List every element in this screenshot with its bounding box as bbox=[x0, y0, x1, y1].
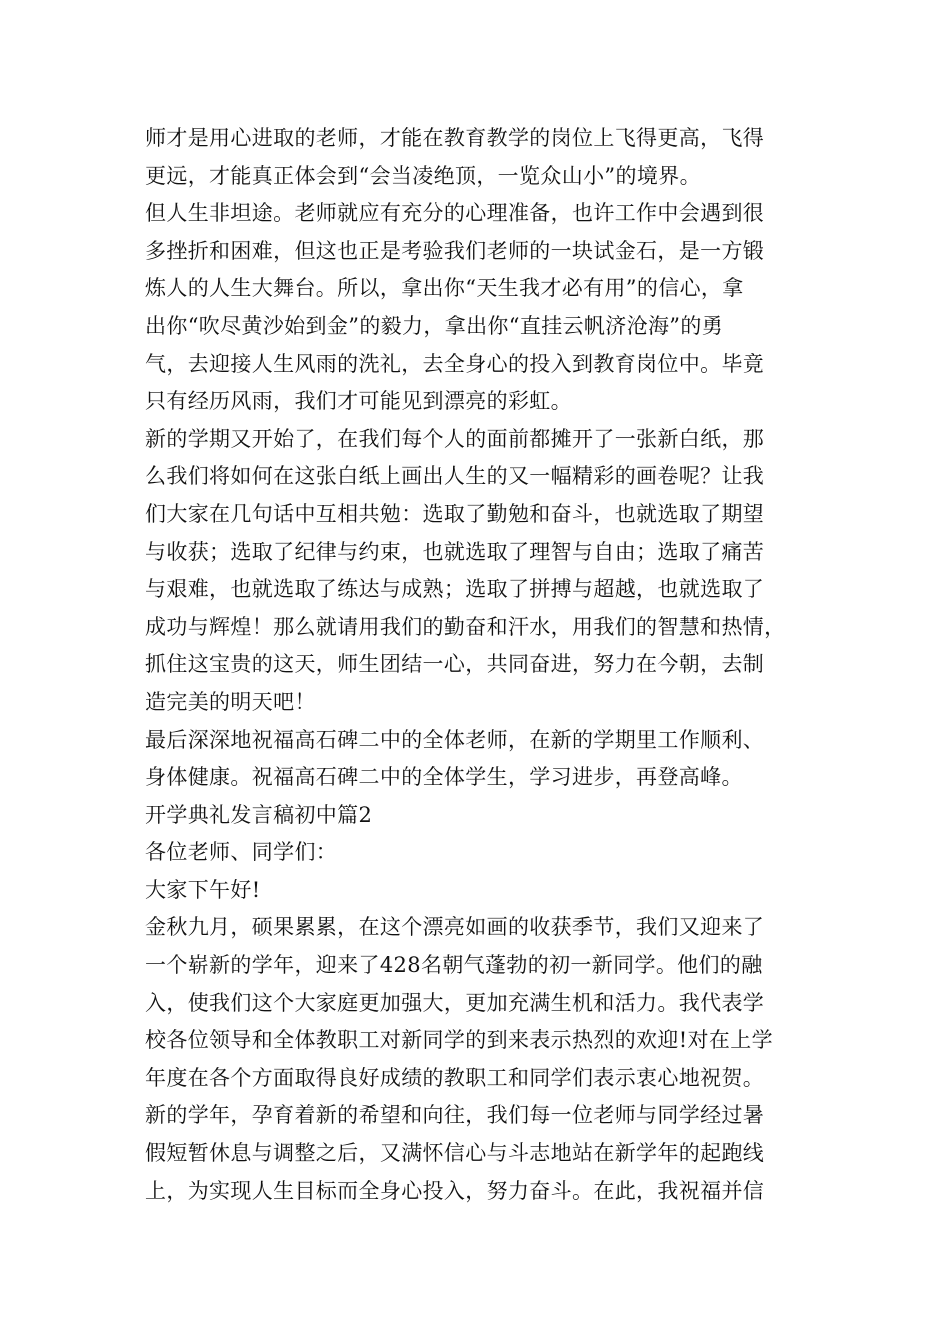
text-line: 师才是用心进取的老师，才能在教育教学的岗位上飞得更高，飞得 bbox=[145, 126, 765, 150]
greeting: 大家下午好! bbox=[145, 877, 261, 902]
text-line: 炼人的人生大舞台。所以，拿出你“天生我才必有用”的信心，拿 bbox=[145, 276, 744, 301]
text-line: 年度在各个方面取得良好成绩的教职工和同学们表示衷心地祝贺。 bbox=[145, 1065, 765, 1090]
text-line: 么我们将如何在这张白纸上画出人生的又一幅精彩的画卷呢？让我 bbox=[145, 464, 765, 489]
text-line: 与收获；选取了纪律与约束，也就选取了理智与自由；选取了痛苦 bbox=[145, 539, 765, 564]
text-line: 最后深深地祝福高石碑二中的全体老师，在新的学期里工作顺利、 bbox=[145, 727, 765, 752]
text-line: 更远，才能真正体会到“会当凌绝顶，一览众山小”的境界。 bbox=[145, 163, 701, 188]
document-body bbox=[145, 120, 835, 1210]
text-line: 成功与辉煌！那么就请用我们的勤奋和汗水，用我们的智慧和热情， bbox=[145, 614, 786, 639]
text-line: 新的学年，孕育着新的希望和向往，我们每一位老师与同学经过暑 bbox=[145, 1103, 765, 1128]
text-line: 只有经历风雨，我们才可能见到漂亮的彩虹。 bbox=[145, 389, 572, 414]
text-line: 气，去迎接人生风雨的洗礼，去全身心的投入到教育岗位中。毕竟 bbox=[145, 351, 765, 376]
section-heading: 开学典礼发言稿初中篇2 bbox=[145, 802, 373, 827]
text-line: 身体健康。祝福高石碑二中的全体学生，学习进步，再登高峰。 bbox=[145, 765, 743, 790]
text-line: 造完美的明天吧！ bbox=[145, 689, 316, 714]
text-line: 上，为实现人生目标而全身心投入，努力奋斗。在此，我祝福并信 bbox=[145, 1178, 765, 1203]
salutation: 各位老师、同学们： bbox=[145, 840, 338, 865]
text-line: 校各位领导和全体教职工对新同学的到来表示热烈的欢迎!对在上学 bbox=[145, 1028, 773, 1053]
text-line: 多挫折和困难，但这也正是考验我们老师的一块试金石，是一方锻 bbox=[145, 238, 765, 263]
text-line: 新的学期又开始了，在我们每个人的面前都摊开了一张新白纸，那 bbox=[145, 426, 765, 451]
text-line: 与艰难，也就选取了练达与成熟；选取了拼搏与超越，也就选取了 bbox=[145, 577, 765, 602]
text-line: 金秋九月，硕果累累，在这个漂亮如画的收获季节，我们又迎来了 bbox=[145, 915, 765, 940]
text-line: 们大家在几句话中互相共勉：选取了勤勉和奋斗，也就选取了期望 bbox=[145, 501, 765, 526]
text-line: 出你“吹尽黄沙始到金”的毅力，拿出你“直挂云帆济沧海”的勇 bbox=[145, 313, 724, 338]
text-line: 入，使我们这个大家庭更加强大，更加充满生机和活力。我代表学 bbox=[145, 990, 765, 1015]
text-line: 但人生非坦途。老师就应有充分的心理准备，也许工作中会遇到很 bbox=[145, 201, 765, 226]
text-line: 假短暂休息与调整之后，又满怀信心与斗志地站在新学年的起跑线 bbox=[145, 1141, 765, 1166]
text-line: 抓住这宝贵的这天，师生团结一心，共同奋进，努力在今朝，去制 bbox=[145, 652, 765, 677]
text-line: 一个崭新的学年，迎来了428名朝气蓬勃的初一新同学。他们的融 bbox=[145, 953, 763, 978]
